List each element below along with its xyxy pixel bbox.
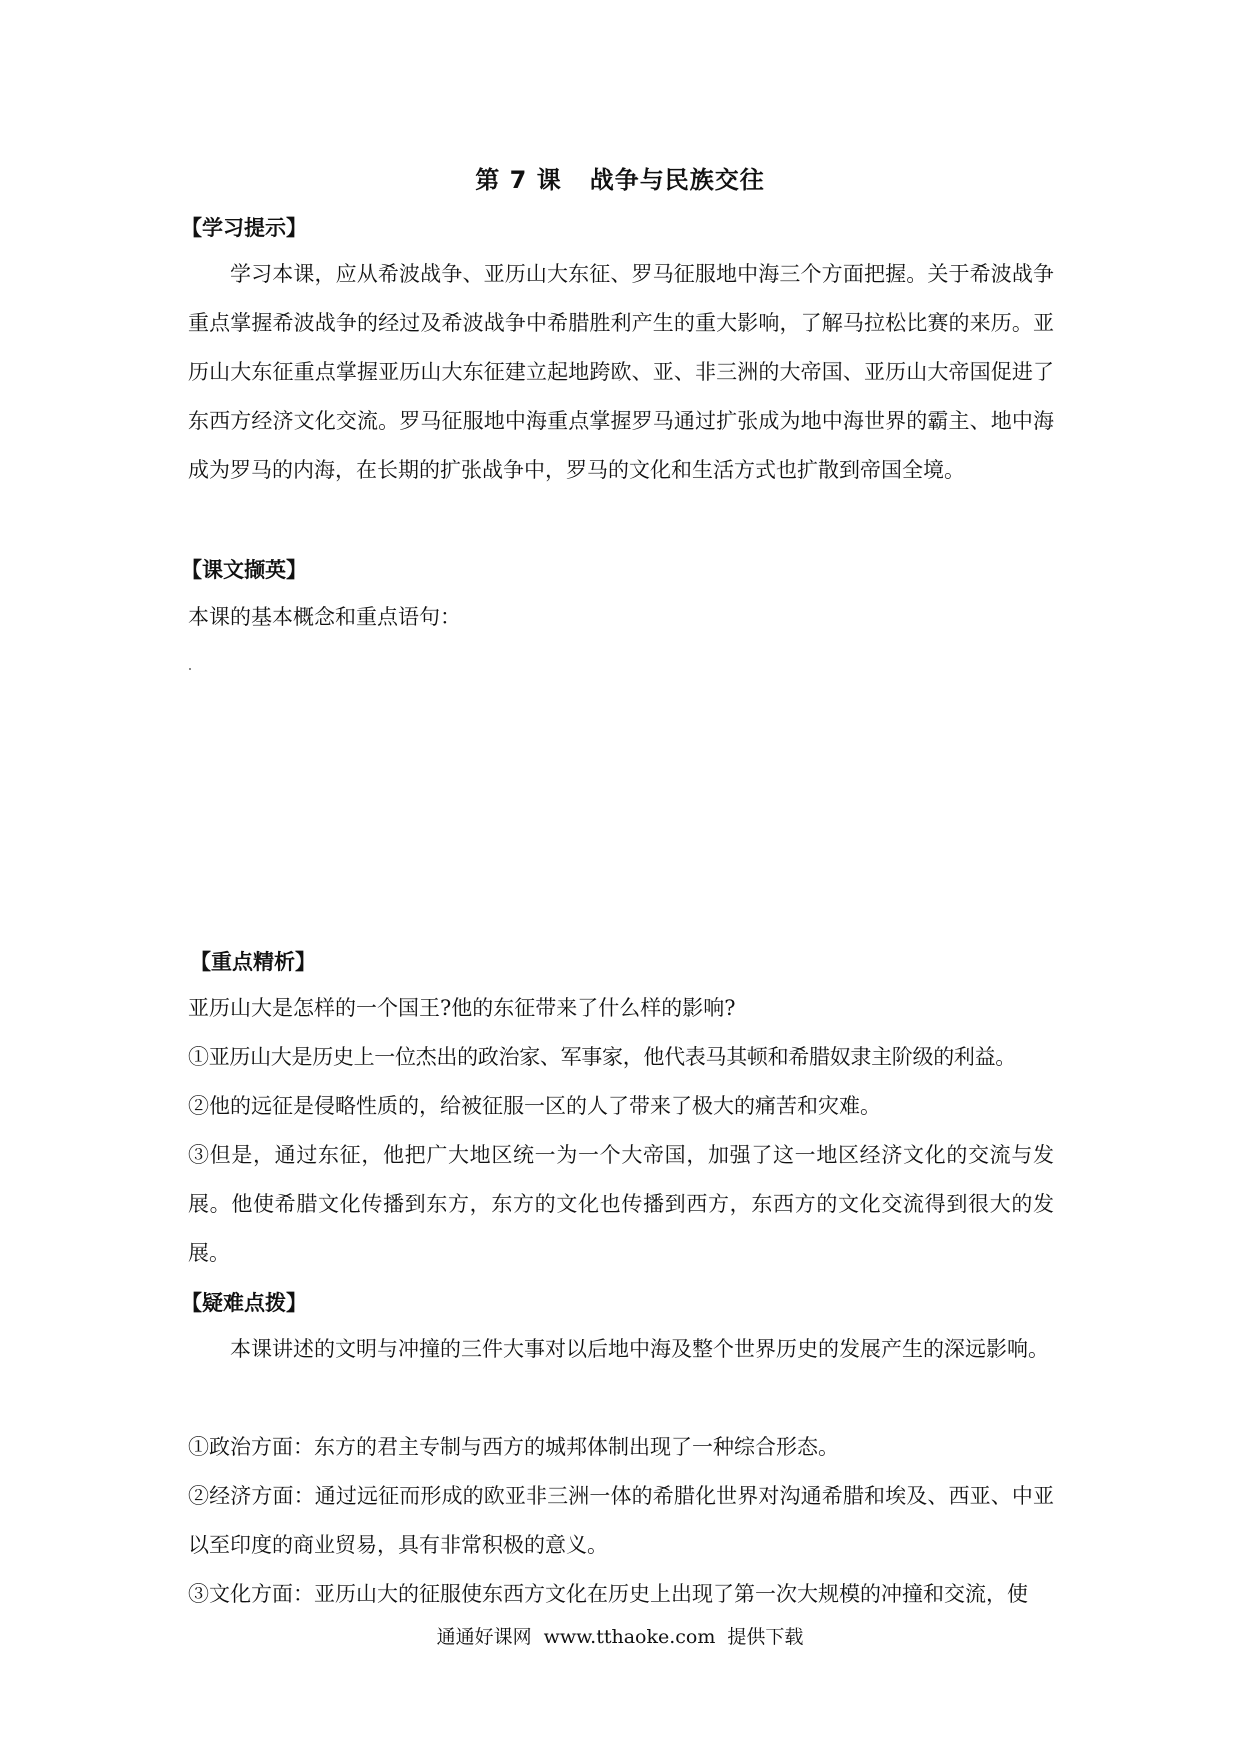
key-points-item-2: ②他的远征是侵略性质的，给被征服一区的人了带来了极大的痛苦和灾难。 bbox=[188, 1094, 881, 1118]
difficulties-item-1: ①政治方面：东方的君主专制与西方的城邦体制出现了一种综合形态。 bbox=[188, 1435, 839, 1459]
footer-site-name: 通通好课网 bbox=[436, 1626, 532, 1648]
excerpt-intro: 本课的基本概念和重点语句： bbox=[188, 605, 461, 629]
key-points-question: 亚历山大是怎样的一个国王?他的东征带来了什么样的影响? bbox=[188, 996, 736, 1020]
difficulties-item-3: ③文化方面：亚历山大的征服使东西方文化在历史上出现了第一次大规模的冲撞和交流，使 bbox=[188, 1582, 1028, 1606]
key-points-item-3: ③但是，通过东征，他把广大地区统一为一个大帝国，加强了这一地区经济文化的交流与发展。他使希腊文化传播到东方，东方的文化也传播到西方，东西方的文化交流得到很大的发展。 bbox=[188, 1143, 1054, 1265]
page-footer bbox=[0, 1622, 1240, 1649]
stray-mark bbox=[189, 668, 191, 670]
footer-url[interactable]: www.tthaoke.com bbox=[543, 1626, 716, 1648]
footer-suffix: 提供下载 bbox=[727, 1626, 804, 1648]
page-title bbox=[0, 160, 1240, 195]
difficulties-intro: 本课讲述的文明与冲撞的三件大事对以后地中海及整个世界历史的发展产生的深远影响。 bbox=[230, 1337, 1049, 1361]
lesson-name: 战争与民族交往 bbox=[589, 166, 765, 194]
difficulties-heading: 【疑难点拨】 bbox=[181, 1291, 307, 1315]
lesson-number: 第 7 课 bbox=[475, 166, 562, 194]
difficulties-item-2: ②经济方面：通过远征而形成的欧亚非三洲一体的希腊化世界对沟通希腊和埃及、西亚、中亚以至印度的商业贸易，具有非常积极的意义。 bbox=[188, 1484, 1054, 1557]
key-points-item-1: ①亚历山大是历史上一位杰出的政治家、军事家，他代表马其顿和希腊奴隶主阶级的利益。 bbox=[188, 1045, 1016, 1069]
excerpt-heading: 【课文撷英】 bbox=[181, 558, 307, 582]
study-tips-heading: 【学习提示】 bbox=[181, 216, 307, 240]
study-tips-paragraph: 学习本课，应从希波战争、亚历山大东征、罗马征服地中海三个方面把握。关于希波战争重点掌握希波战争的经过及希波战争中希腊胜利产生的重大影响，了解马拉松比赛的来历。亚历山大东征重点掌握亚历山大东征建立起地跨欧、亚、非三洲的大帝国、亚历山大帝国促进了东西方经济文化交流。罗马征服地中海重点掌握罗马通过扩张成为地中海世界的霸主、地中海成为罗马的内海，在长期的扩张战争中，罗马的文化和生活方式也扩散到帝国全境。 bbox=[188, 262, 1054, 482]
key-points-heading: 【重点精析】 bbox=[190, 950, 316, 974]
